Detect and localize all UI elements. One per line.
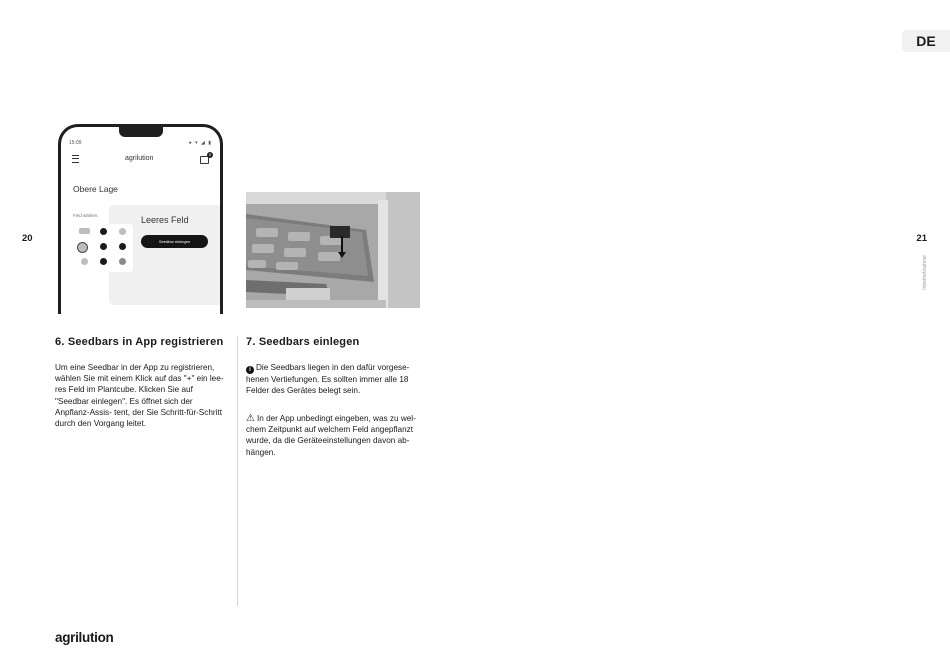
info-paragraph: [246, 362, 418, 396]
info-text: Die Seedbars liegen in den dafür vorgese- henen Vertiefungen. Es sollten immer alle 18 Felder des Gerätes belegt sein.: [246, 363, 410, 396]
field-slot: [119, 228, 126, 235]
field-grid: [71, 224, 133, 272]
info-icon: i: [246, 366, 254, 374]
field-slot-selected: [77, 242, 88, 253]
warning-icon: ⚠: [246, 413, 255, 424]
page-number-left: 20: [22, 233, 33, 244]
status-icons: ● ▾ ◢ ▮: [188, 140, 212, 146]
section-6-body: [55, 362, 227, 429]
section-7-info: [246, 362, 418, 396]
page-number-right: 21: [916, 233, 927, 244]
field-slot: [119, 258, 126, 265]
warning-paragraph: [246, 413, 418, 458]
section-6-heading: 6. Seedbars in App registrieren: [55, 336, 224, 348]
phone-notch: [119, 127, 163, 137]
field-slot: [79, 228, 90, 234]
section-6-text: Um eine Seedbar in der App zu registrieren, wählen Sie mit einem Klick auf das "+" ein lee- res Feld im Plantcube. Klicken Sie auf "Seedbar einlegen". Es öffnet sich der Anpflanz-Assis- tent, der Sie Schritt-für-Schritt durch den Vorgang leitet.: [55, 363, 224, 429]
device-photo: [246, 192, 420, 308]
plantcube-drawer-illustration: [246, 192, 420, 308]
section-7-warning: [246, 413, 418, 458]
field-slot: [81, 258, 88, 265]
section-7-heading: 7. Seedbars einlegen: [246, 336, 360, 348]
field-slot: [119, 243, 126, 250]
phone-mockup: [58, 124, 223, 314]
warning-text: In der App unbedingt eingeben, was zu wel- chem Zeitpunkt auf welchem Feld angepflanzt wurde, da die Geräteeinstellungen davon ab- hängen.: [246, 414, 416, 457]
status-time: 15:09: [69, 140, 82, 146]
column-divider: [237, 336, 238, 606]
field-slot: [100, 228, 107, 235]
field-slot: [100, 243, 107, 250]
field-select-label: Feld wählen:: [73, 213, 99, 218]
panel-title: Leeres Feld: [141, 215, 189, 225]
seedbar-insert-button: Seedbar einlegen: [141, 235, 208, 248]
cart-badge: 0: [208, 152, 212, 157]
menu-icon: [72, 155, 79, 163]
footer-logo: agrilution: [55, 630, 114, 645]
language-badge: DE: [902, 30, 950, 52]
phone-title: Obere Lage: [73, 184, 118, 194]
section-side-label: Inbetriebnahme: [922, 255, 928, 290]
app-logo: agrilution: [125, 155, 154, 162]
field-slot: [100, 258, 107, 265]
